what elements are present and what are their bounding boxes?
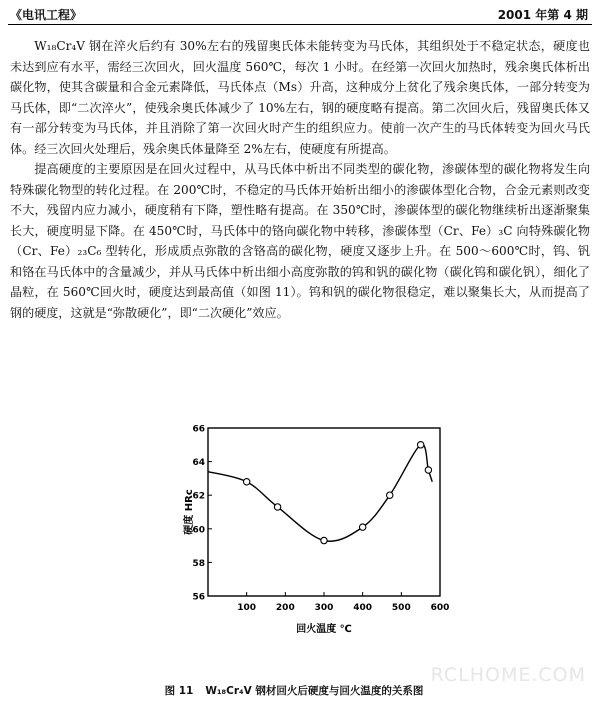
y-tick-label: 58 (192, 558, 205, 569)
x-tick-label: 300 (314, 603, 334, 613)
y-axis-label: 硬度 HRc (184, 489, 195, 535)
page-header (8, 4, 592, 25)
data-point (274, 504, 280, 510)
data-point (425, 467, 431, 473)
x-axis-label: 回火温度 ℃ (296, 624, 352, 635)
hardness-chart (184, 420, 450, 690)
plot-frame (208, 428, 440, 596)
data-point (417, 442, 423, 448)
paragraph-1: W₁₈Cr₄V 钢在淬火后约有 30%左右的残留奥氏体未能转变为马氏体，其组织处于不稳定状态，硬度也未达到应有水平，需经三次回火，回火温度 560℃，每次 1 小时。在经第一次回火加热时，残余奥氏体析出碳化物，使其含碳量和合金元素降低，马氏体点（Ms）升高，这种成分上贫化了残余奥氏体，一部分转变为马氏体，即“二次淬火”，使残余奥氏体减少了 10%左右，钢的硬度略有提高。第二次回火后，残留奥氏体又有一部分转变为马氏体，并且消除了第一次回火时产生的组织应力。使前一次产生的马氏体转变为回火马氏体。经三次回火处理后，残余奥氏体量降至 2%左右，使硬度有所提高。 (10, 39, 590, 156)
series-line (208, 444, 432, 541)
x-tick-label: 400 (353, 603, 373, 613)
paragraph-2: 提高硬度的主要原因是在回火过程中，从马氏体中析出不同类型的碳化物，渗碳体型的碳化物将发生向特殊碳化物型的转化过程。在 200℃时，不稳定的马氏体开始析出细小的渗碳体型化合物，合金元素则改变不大，残留内应力减小，硬度稍有下降，塑性略有提高。在 350℃时，渗碳体型的碳化物继续析出逐渐聚集长大，硬度明显下降。在 450℃时，马氏体中的铬向碳化物中转移，渗碳体型（Cr、Fe）₃C 向特殊碳化物（Cr、Fe）₂₃C₆ 型转化，形成质点弥散的含铬高的碳化物，硬度又逐步上升。在 500～600℃时，钨、钒和铬在马氏体中的含量减少，并从马氏体中析出细小高度弥散的钨和钒的碳化物（碳化钨和碳化钒），细化了晶粒，在 560℃回火时，硬度达到最高值（如图 11）。钨和钒的碳化物很稳定，难以聚集长大，从而提高了钢的硬度，这就是“弥散硬化”，即“二次硬化”效应。 (10, 162, 590, 320)
x-tick-label: 100 (237, 603, 257, 613)
watermark: RCLHOME.COM (430, 664, 586, 686)
y-tick-label: 56 (192, 592, 205, 603)
figure-number: 图 11 (164, 685, 194, 697)
data-point (243, 479, 249, 485)
x-tick-label: 500 (391, 603, 411, 613)
data-point (321, 537, 327, 543)
x-tick-label: 600 (430, 603, 450, 613)
y-tick-label: 62 (192, 491, 205, 502)
x-tick-label: 200 (275, 603, 295, 613)
article-body (10, 36, 590, 323)
data-point (387, 492, 393, 498)
y-tick-label: 60 (192, 525, 205, 536)
data-point (359, 524, 365, 530)
y-tick-label: 66 (192, 424, 205, 435)
issue-info: 2001 年第 4 期 (497, 8, 588, 22)
journal-name: 《电讯工程》 (10, 8, 83, 22)
figure-caption-text: W₁₈Cr₄V 钢材回火后硬度与回火温度的关系图 (205, 685, 424, 697)
y-tick-label: 64 (192, 458, 205, 469)
